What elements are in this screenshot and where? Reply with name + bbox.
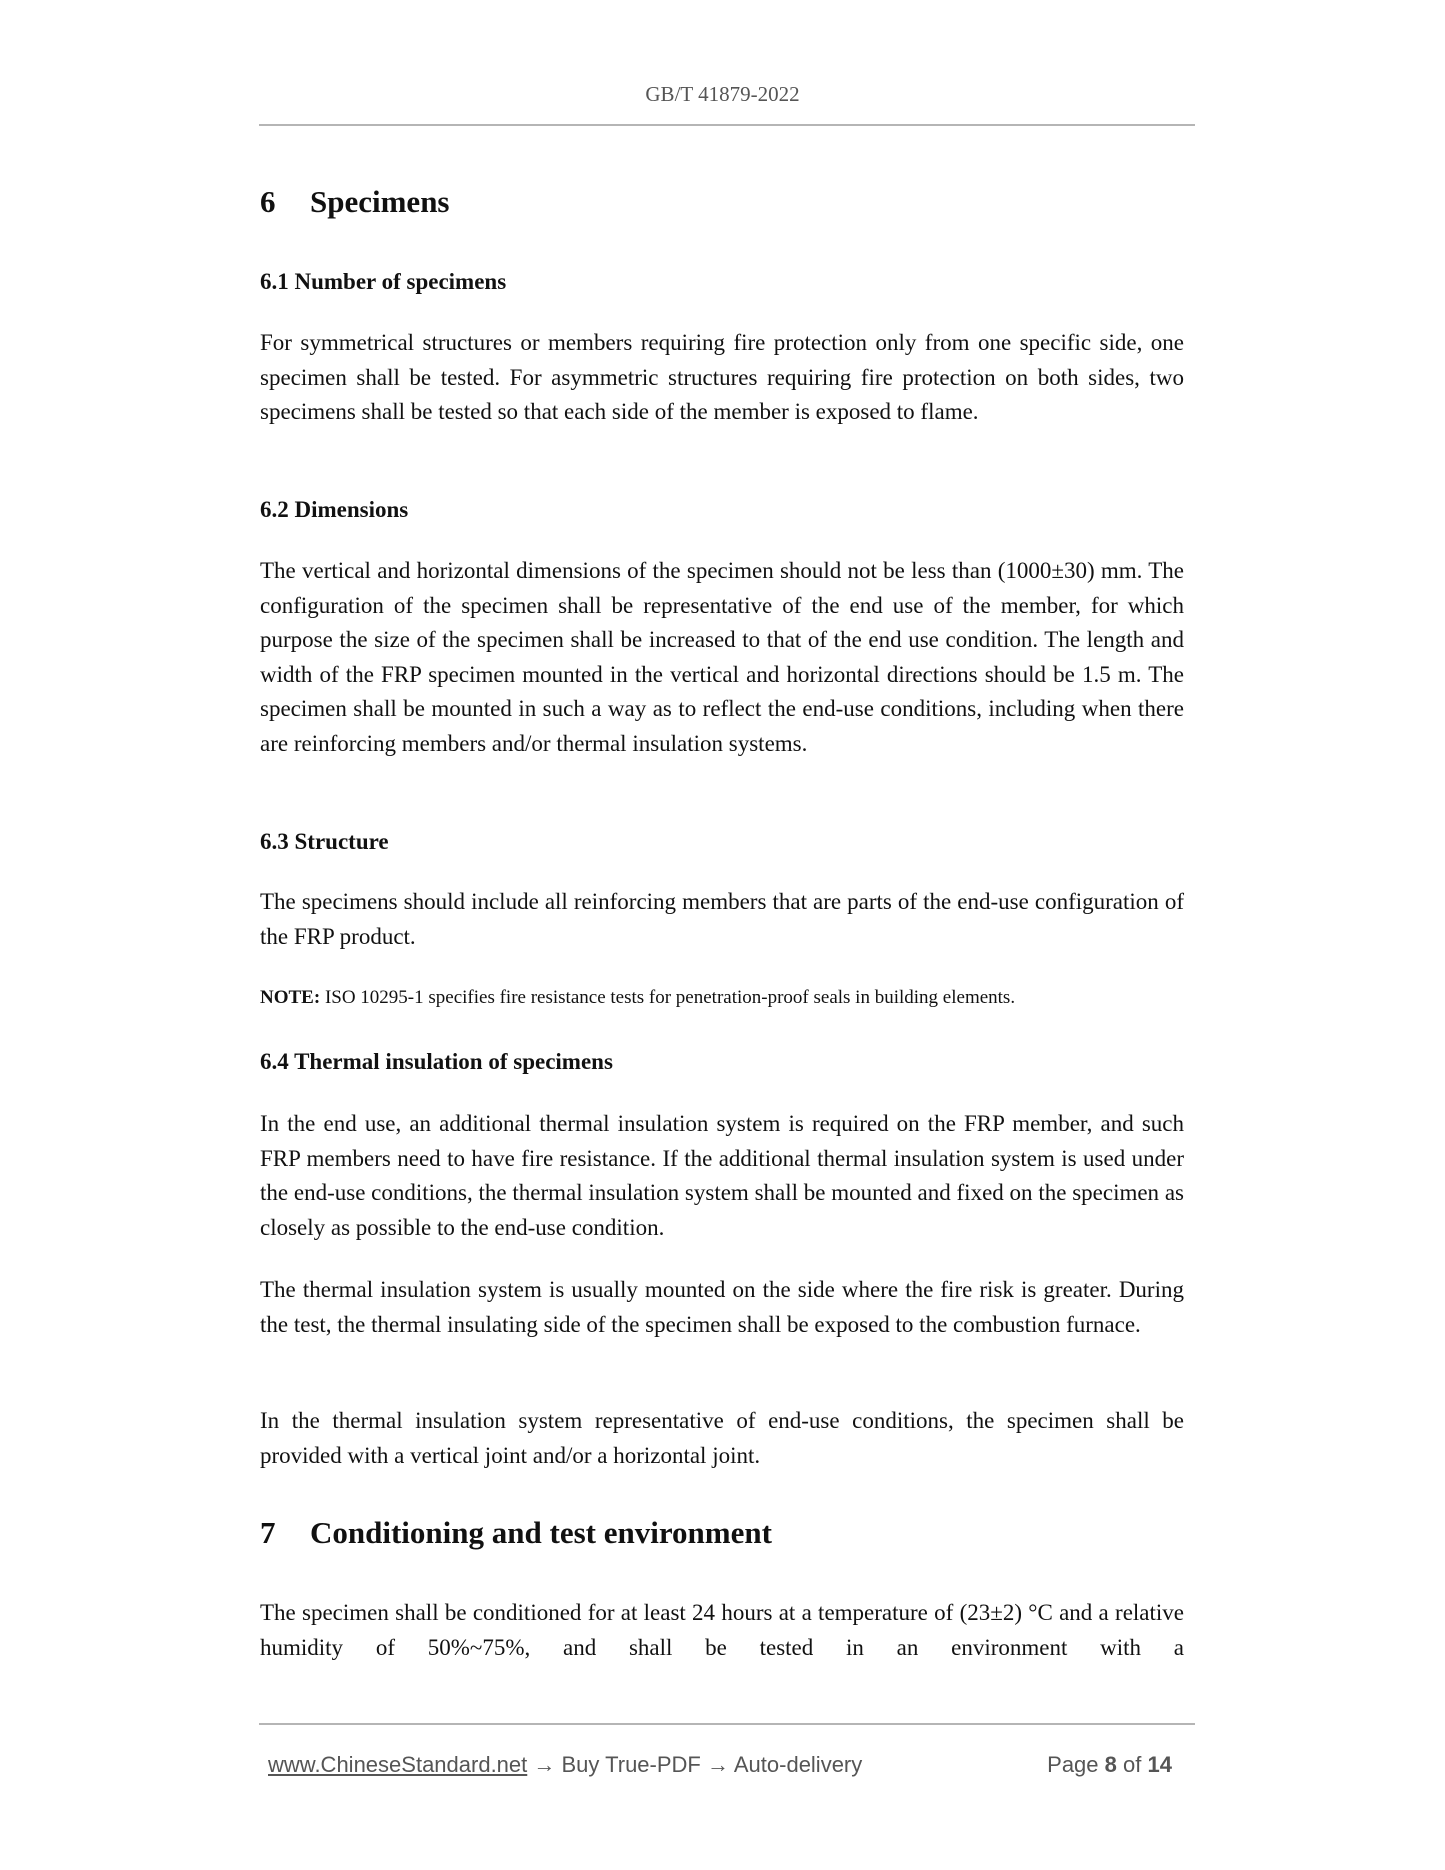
paragraph-6-4-a: In the end use, an additional thermal insulation system is required on the FRP member, and such FRP members need to have fire resistance. If the additional thermal insulation system is used under the end-use conditions, the thermal insulation system shall be mounted and fixed on the specimen as closely as possible to the end-use condition. [260,1111,1184,1240]
subsection-6-1-heading: 6.1 Number of specimens [260,269,507,294]
section-title: Specimens [310,184,450,219]
page-total: 14 [1147,1752,1172,1777]
page-current: 8 [1104,1752,1117,1777]
page-of: of [1123,1752,1142,1777]
paragraph-6-2: The vertical and horizontal dimensions of the specimen should not be less than (1000±30) mm. The configuration of the specimen shall be representative of the end use of the member, for which purpose the size of the specimen shall be increased to that of the end use condition. The length and width of the FRP specimen mounted in the vertical and horizontal directions should be 1.5 m. The specimen shall be mounted in such a way as to reflect the end-use conditions, including when there are reinforcing members and/or thermal insulation systems. [260,558,1184,756]
subsection-6-2-heading: 6.2 Dimensions [260,497,409,522]
section-7-heading [260,1514,1184,1552]
section-number: 7 [260,1515,276,1550]
page-footer [268,1750,1188,1780]
header-divider [259,124,1195,126]
section-6-heading [260,183,1184,221]
footer-trail: → Buy True-PDF → Auto-delivery [527,1752,863,1777]
note-text: ISO 10295-1 specifies fire resistance tests for penetration-proof seals in building elements. [320,987,1016,1008]
section-title: Conditioning and test environment [310,1515,772,1550]
note [260,985,1184,1011]
paragraph-6-3: The specimens should include all reinforcing members that are parts of the end-use configuration of the FRP product. [260,889,1184,949]
page-indicator [1047,1750,1172,1780]
paragraph-7: The specimen shall be conditioned for at least 24 hours at a temperature of (23±2) °C and a relative humidity of 50%~75%, and shall be tested in an environment with a [260,1600,1184,1660]
footer-divider [259,1723,1195,1725]
subsection-6-3-heading: 6.3 Structure [260,829,389,854]
paragraph-6-4-c: In the thermal insulation system representative of end-use conditions, the specimen shall be provided with a vertical joint and/or a horizontal joint. [260,1408,1184,1468]
note-label: NOTE: [260,987,321,1008]
website-link[interactable]: www.ChineseStandard.net [268,1752,528,1777]
section-number: 6 [260,184,276,219]
paragraph-6-1: For symmetrical structures or members requiring fire protection only from one specific side, one specimen shall be tested. For asymmetric structures requiring fire protection on both sides, two specimens shall be tested so that each side of the member is exposed to flame. [260,330,1184,424]
page-label: Page [1047,1752,1099,1777]
document-id-header: GB/T 41879-2022 [645,82,800,106]
subsection-6-4-heading: 6.4 Thermal insulation of specimens [260,1049,613,1074]
paragraph-6-4-b: The thermal insulation system is usually mounted on the side where the fire risk is greater. During the test, the thermal insulating side of the specimen shall be exposed to the combustion furnace. [260,1277,1184,1337]
